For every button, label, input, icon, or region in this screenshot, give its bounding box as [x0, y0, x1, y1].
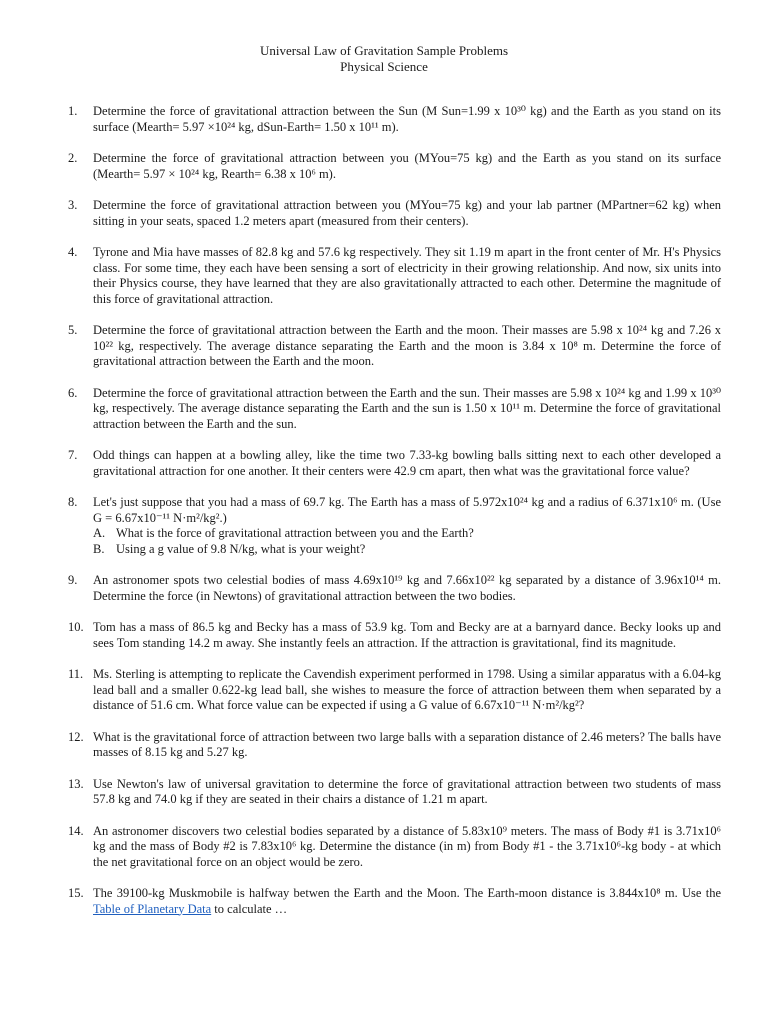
problem-9 — [68, 573, 721, 604]
problem-13 — [68, 777, 721, 808]
sub-question-b — [93, 542, 721, 558]
sub-question-list — [93, 526, 721, 557]
document-subtitle: Physical Science — [340, 59, 428, 74]
problem-number: 10. — [68, 620, 84, 634]
problem-text: An astronomer discovers two celestial bodies separated by a distance of 5.83x10⁹ meters. The mass of Body #1 is 3.71x10⁶ kg and the mass of Body #2 is 7.83x10⁶ kg. Determine the distance (in m) from Body #1 - the 3.71x10⁶-kg body - at which the net gravitational force on an object would be zero. — [93, 823, 721, 869]
planetary-data-link[interactable]: Table of Planetary Data — [93, 901, 212, 916]
problem-text-after: to calculate … — [211, 901, 288, 916]
problem-text: Tom has a mass of 86.5 kg and Becky has a mass of 53.9 kg. Tom and Becky are at a barnyard dance. Becky looks up and sees Tom standing 14.2 m away. She instantly feels an attraction. If the attraction is gravitational, find its magnitude. — [93, 620, 721, 650]
problem-text: Let's just suppose that you had a mass of 69.7 kg. The Earth has a mass of 5.972x10²⁴ kg and a radius of 6.371x10⁶ m. (Use G = 6.67x10⁻¹¹ N·m²/kg².) — [93, 495, 721, 525]
problem-number: 5. — [68, 323, 78, 337]
problem-4 — [68, 245, 721, 307]
problem-12 — [68, 730, 721, 761]
problem-number: 14. — [68, 823, 84, 838]
problem-text: Tyrone and Mia have masses of 82.8 kg and 57.6 kg respectively. They sit 1.19 m apart in the front center of Mr. H's Physics class. For some time, they each have been sensing a sort of electricity in their growing relationship. And now, six units into their Physics course, they have learned that they are also gravitationally attracted to each other. Determine the magnitude of this force of gravitational attraction. — [93, 245, 721, 306]
problem-10 — [68, 620, 721, 651]
problem-1 — [68, 104, 721, 135]
problem-7 — [68, 448, 721, 479]
problem-number: 1. — [68, 104, 78, 118]
problem-text: Determine the force of gravitational attraction between you (MYou=75 kg) and your lab partner (MPartner=62 kg) when sitting in your seats, spaced 1.2 meters apart (measured from their centers). — [93, 198, 721, 228]
problem-text-before: The 39100-kg Muskmobile is halfway betwen the Earth and the Moon. The Earth-moon distance is 3.844x10⁸ m. Use the — [93, 886, 721, 900]
problem-number: 7. — [68, 448, 78, 462]
problem-number: 9. — [68, 573, 78, 587]
sub-question-letter: A. — [93, 526, 106, 540]
problem-number: 11. — [68, 667, 84, 681]
problem-number: 6. — [68, 385, 78, 400]
problem-8 — [68, 495, 721, 557]
problem-11 — [68, 667, 721, 714]
sub-question-a — [93, 526, 721, 542]
problem-3 — [68, 198, 721, 229]
problem-5 — [68, 323, 721, 370]
problem-number: 4. — [68, 245, 78, 259]
problem-15 — [68, 886, 721, 917]
problem-text: Use Newton's law of universal gravitation to determine the force of gravitational attraction between two students of mass 57.8 kg and 74.0 kg if they are seated in their chairs a distance of 1.21 m apart. — [93, 776, 721, 806]
problem-number: 13. — [68, 776, 84, 791]
sub-question-text: Using a g value of 9.8 N/kg, what is your weight? — [116, 541, 366, 556]
problem-text: Odd things can happen at a bowling alley, like the time two 7.33-kg bowling balls sitting next to each other developed a gravitational attraction for one another. It their centers were 42.9 cm apart, then what was the gravitational force value? — [93, 448, 721, 478]
sub-question-letter: B. — [93, 541, 105, 556]
problem-number: 12. — [68, 729, 84, 744]
problem-number: 3. — [68, 198, 78, 212]
problem-text: Determine the force of gravitational attraction between you (MYou=75 kg) and the Earth as you stand on its surface (Mearth= 5.97 × 10²⁴ kg, Rearth= 6.38 x 10⁶ m). — [93, 151, 721, 181]
problem-number: 8. — [68, 495, 78, 509]
problem-text: What is the gravitational force of attraction between two large balls with a separation distance of 2.46 meters? The balls have masses of 8.15 kg and 5.27 kg. — [93, 729, 721, 759]
problem-14 — [68, 824, 721, 871]
problem-text: An astronomer spots two celestial bodies of mass 4.69x10¹⁹ kg and 7.66x10²² kg separated by a distance of 3.96x10¹⁴ m. Determine the force (in Newtons) of gravitational attraction between the two bodies. — [93, 573, 721, 603]
problem-6 — [68, 386, 721, 433]
problem-list — [68, 104, 721, 933]
problem-number: 2. — [68, 151, 78, 165]
sub-question-text: What is the force of gravitational attraction between you and the Earth? — [116, 526, 474, 540]
document-title: Universal Law of Gravitation Sample Problems — [259, 43, 509, 58]
problem-text: Determine the force of gravitational attraction between the Sun (M Sun=1.99 x 10³⁰ kg) and the Earth as you stand on its surface (Mearth= 5.97 ×10²⁴ kg, dSun-Earth= 1.50 x 10¹¹ m). — [93, 104, 721, 134]
document-header — [0, 43, 768, 75]
problem-number: 15. — [68, 886, 84, 900]
problem-text: Determine the force of gravitational attraction between the Earth and the moon. Their masses are 5.98 x 10²⁴ kg and 7.26 x 10²² kg, respectively. The average distance separating the Earth and the moon is 3.84 x 10⁸ m. Determine the force of gravitational attraction between the Earth and the moon. — [93, 323, 721, 368]
problem-text: Ms. Sterling is attempting to replicate the Cavendish experiment performed in 1798. Using a similar apparatus with a 6.04-kg lead ball and a smaller 0.622-kg lead ball, she wishes to measure the force of attraction between them when separated by a distance of 51.6 cm. What force value can be expected if using a G value of 6.67x10⁻¹¹ N·m²/kg²? — [93, 667, 721, 712]
problem-2 — [68, 151, 721, 182]
problem-text: Determine the force of gravitational attraction between the Earth and the sun. Their masses are 5.98 x 10²⁴ kg and 1.99 x 10³⁰ kg, respectively. The average distance separating the Earth and the sun is 1.50 x 10¹¹ m. Determine the force of gravitational attraction between the Earth and the sun. — [93, 385, 721, 431]
